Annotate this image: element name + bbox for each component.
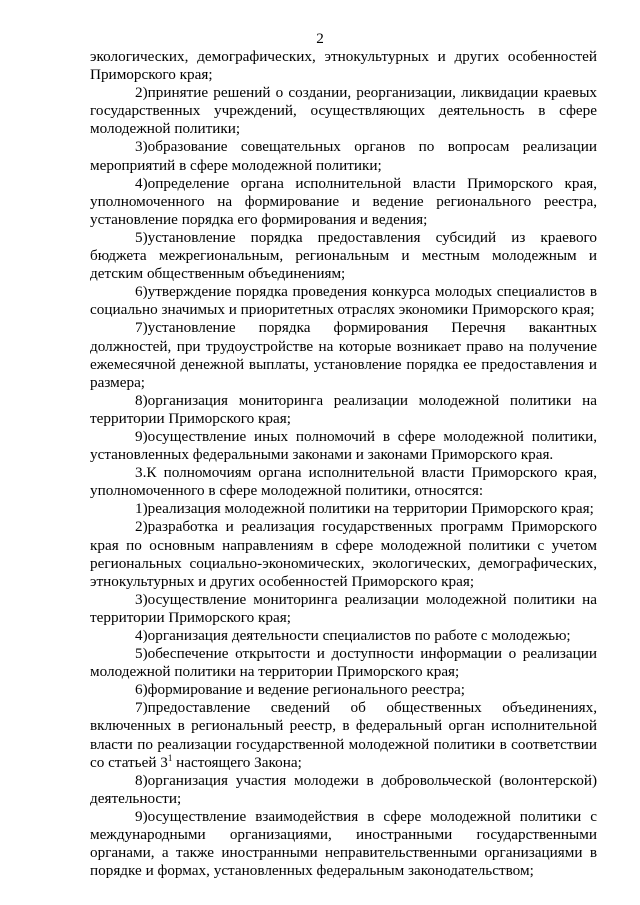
paragraph-text: настоящего Закона; [172,753,302,771]
paragraph-text: 7)предоставление сведений об общественных объединениях, включенных в региональный реестр, в федеральный орган исполнительной власти по реализации государственной молодежной политики в соответствии со статьей 3 [90,699,597,771]
paragraph-with-superscript [90,699,597,771]
paragraph-continuation: экологических, демографических, этнокультурных и других особенностей Приморского края; [90,48,597,84]
paragraph: 4)определение органа исполнительной власти Приморского края, уполномоченного на формирование и ведение регионального реестра, установление порядка его формирования и ведения; [90,174,597,228]
section-heading-paragraph: 3.К полномочиям органа исполнительной власти Приморского края, уполномоченного в сфере молодежной политики, относятся: [90,464,597,500]
paragraph: 2)разработка и реализация государственных программ Приморского края по основным направлениям в сфере молодежной политики с учетом региональных социально-экономических, экологических, демографических, этнокультурных и других особенностей Приморского края; [90,518,597,590]
paragraph: 5)обеспечение открытости и доступности информации о реализации молодежной политики на территории Приморского края; [90,645,597,681]
paragraph: 5)установление порядка предоставления субсидий из краевого бюджета межрегиональным, региональным и местным молодежным и детским общественным объединениям; [90,228,597,283]
paragraph: 8)организация участия молодежи в добровольческой (волонтерской) деятельности; [90,771,597,807]
paragraph: 4)организация деятельности специалистов по работе с молодежью; [135,627,571,644]
paragraph: 6)утверждение порядка проведения конкурса молодых специалистов в социально значимых и приоритетных отраслях экономики Приморского края; [90,283,597,319]
paragraph: 2)принятие решений о создании, реорганизации, ликвидации краевых государственных учреждений, осуществляющих деятельность в сфере молодежной политики; [90,84,597,138]
paragraph: 3)осуществление мониторинга реализации молодежной политики на территории Приморского края; [90,590,597,626]
page-number: 2 [316,30,324,47]
paragraph: 7)установление порядка формирования Перечня вакантных должностей, при трудоустройстве на которые возникает право на получение ежемесячной денежной выплаты, установление порядка ее предоставления и размера; [90,319,597,391]
paragraph: 1)реализация молодежной политики на территории Приморского края; [135,500,594,518]
document-body [90,48,597,880]
superscript: 1 [167,752,173,763]
paragraph: 9)осуществление взаимодействия в сфере молодежной политики с международными организациями, иностранными государственными органами, а также иностранными неправительственными организациями в порядке и формах, установленных федеральным законодательством; [90,807,597,880]
paragraph: 8)организация мониторинга реализации молодежной политики на территории Приморского края; [90,391,597,427]
paragraph: 3)образование совещательных органов по вопросам реализации мероприятий в сфере молодежной политики; [90,138,597,174]
paragraph: 6)формирование и ведение регионального реестра; [135,681,466,699]
paragraph: 9)осуществление иных полномочий в сфере молодежной политики, установленных федеральными законами и законами Приморского края. [90,427,597,464]
